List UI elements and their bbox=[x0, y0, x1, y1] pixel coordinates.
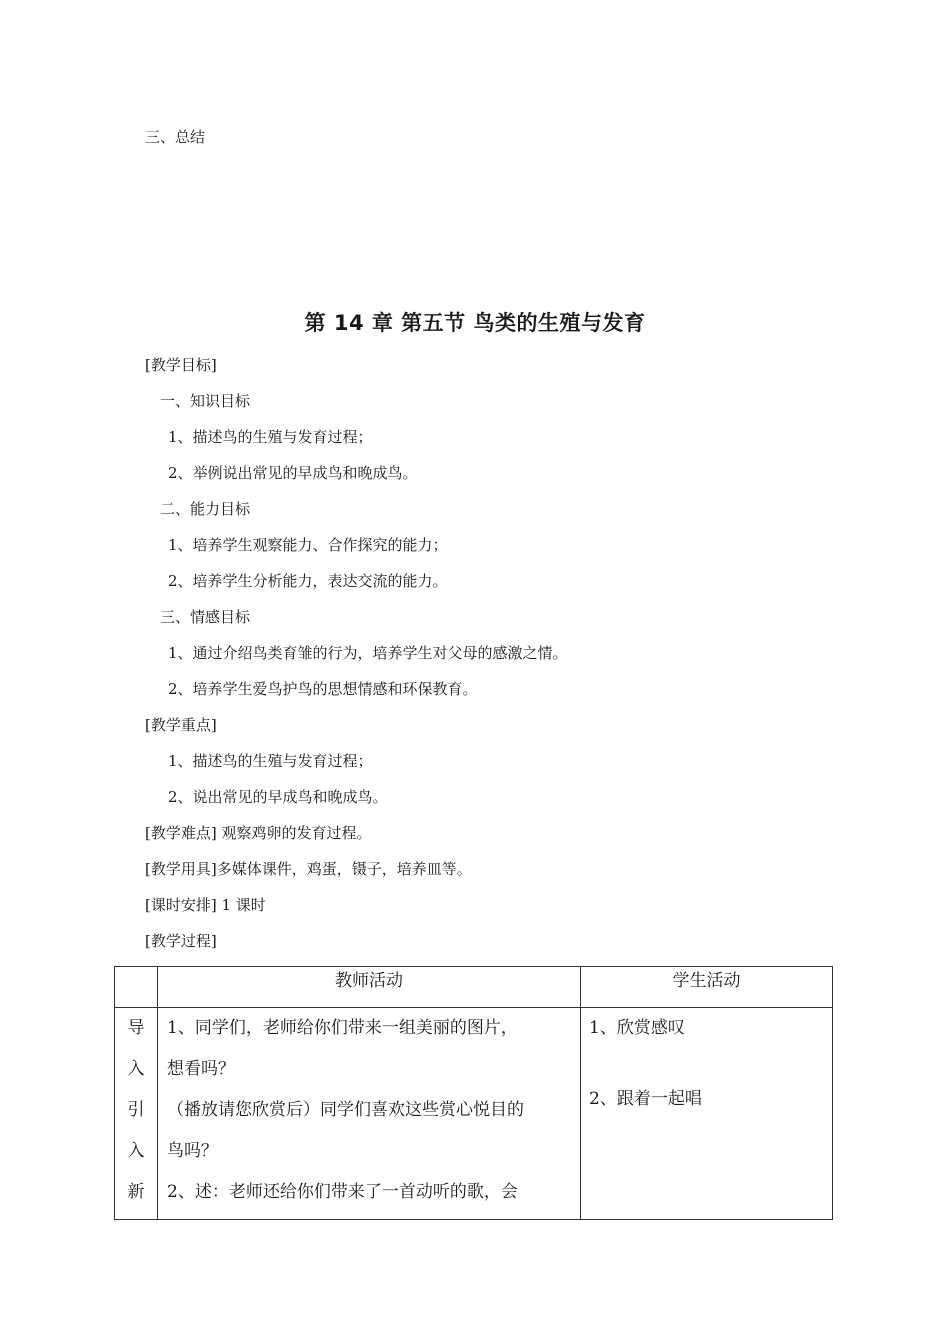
key-point-item: 1、描述鸟的生殖与发育过程； bbox=[168, 752, 373, 770]
table-row bbox=[115, 1008, 833, 1220]
stage-header bbox=[115, 967, 158, 1008]
key-point-item: 2、说出常见的早成鸟和晚成鸟。 bbox=[168, 788, 388, 806]
teacher-activity-line: 想看吗？ bbox=[167, 1059, 235, 1079]
summary-heading: 三、总结 bbox=[145, 128, 206, 146]
knowledge-objective-item: 2、举例说出常见的早成鸟和晚成鸟。 bbox=[168, 464, 418, 482]
student-activity-line: 2、跟着一起唱 bbox=[589, 1089, 702, 1109]
teacher-activity-line: 1、同学们，老师给你们带来一组美丽的图片， bbox=[167, 1018, 518, 1038]
student-activity-cell bbox=[581, 1008, 833, 1220]
stage-char: 入 bbox=[127, 1059, 145, 1079]
process-heading: [教学过程] bbox=[145, 932, 217, 950]
knowledge-objectives-heading: 一、知识目标 bbox=[160, 392, 251, 410]
student-activity-header-label: 学生活动 bbox=[672, 971, 741, 991]
class-schedule: [课时安排] 1 课时 bbox=[145, 896, 266, 914]
stage-char: 新 bbox=[127, 1182, 145, 1202]
emotion-objectives-heading: 三、情感目标 bbox=[160, 608, 251, 626]
teaching-process-table bbox=[114, 966, 833, 1220]
teacher-activity-header bbox=[158, 967, 581, 1008]
teacher-activity-line: 2、述：老师还给你们带来了一首动听的歌，会 bbox=[167, 1182, 518, 1202]
ability-objective-item: 2、培养学生分析能力，表达交流的能力。 bbox=[168, 572, 448, 590]
teacher-activity-cell bbox=[158, 1008, 581, 1220]
stage-cell bbox=[115, 1008, 158, 1220]
teacher-activity-header-label: 教师活动 bbox=[335, 971, 403, 991]
ability-objectives-heading: 二、能力目标 bbox=[160, 500, 251, 518]
objectives-heading: [教学目标] bbox=[145, 356, 217, 374]
lesson-title: 第 14 章 第五节 鸟类的生殖与发育 bbox=[304, 311, 646, 335]
key-points-heading: [教学重点] bbox=[145, 716, 217, 734]
teaching-tools: [教学用具]多媒体课件，鸡蛋，镊子，培养皿等。 bbox=[145, 860, 472, 878]
ability-objective-item: 1、培养学生观察能力、合作探究的能力； bbox=[168, 536, 448, 554]
student-activity-header bbox=[581, 967, 833, 1008]
teacher-activity-line: （播放请您欣赏后）同学们喜欢这些赏心悦目的 bbox=[167, 1100, 524, 1120]
stage-char: 引 bbox=[127, 1100, 145, 1120]
student-activity-line: 1、欣赏感叹 bbox=[589, 1018, 685, 1038]
teacher-activity-line: 鸟吗？ bbox=[167, 1141, 218, 1161]
table-header-row bbox=[115, 967, 833, 1008]
knowledge-objective-item: 1、描述鸟的生殖与发育过程； bbox=[168, 428, 373, 446]
stage-char: 导 bbox=[127, 1018, 145, 1038]
stage-label bbox=[115, 1008, 157, 1213]
stage-char: 入 bbox=[127, 1141, 145, 1161]
emotion-objective-item: 1、通过介绍鸟类育雏的行为，培养学生对父母的感激之情。 bbox=[168, 644, 568, 662]
difficult-point: [教学难点] 观察鸡卵的发育过程。 bbox=[145, 824, 372, 842]
emotion-objective-item: 2、培养学生爱鸟护鸟的思想情感和环保教育。 bbox=[168, 680, 478, 698]
